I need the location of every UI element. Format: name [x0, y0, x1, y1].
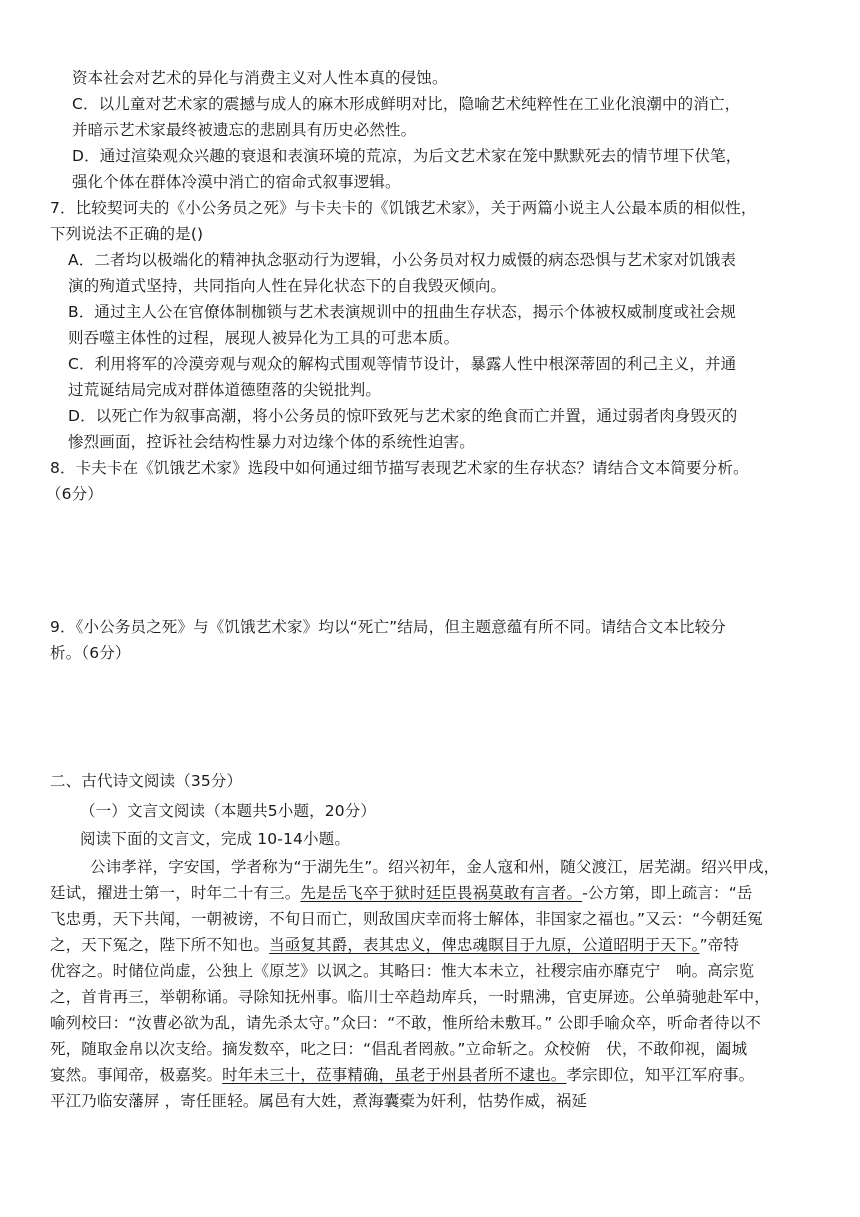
q7-stem-line1: 7．比较契诃夫的《小公务员之死》与卡夫卡的《饥饿艺术家》，关于两篇小说主人公最本质的相似性，: [50, 199, 757, 217]
q7-option-c-line2: 过荒诞结局完成对群体道德堕落的尖锐批判。: [68, 381, 382, 399]
q6-option-c-line2: 并暗示艺术家最终被遗忘的悲剧具有历史必然性。: [72, 121, 417, 139]
q8-line1: 8．卡夫卡在《饥饿艺术家》选段中如何通过细节描写表现艺术家的生存状态？请结合文本简要分析。: [50, 459, 749, 477]
q6-option-d-line2: 强化个体在群体冷漠中消亡的宿命式叙事逻辑。: [72, 173, 401, 191]
q9-line2: 析。（6分）: [50, 644, 131, 662]
passage-line-8: 死，随取金帛以次支给。摘发数卒，叱之曰：“倡乱者罔赦。”立命斩之。众校俯 伏，不敢仰视，阖城: [50, 1040, 748, 1058]
q6-option-c-line1: C．以儿童对艺术家的震撼与成人的麻木形成鲜明对比，隐喻艺术纯粹性在工业化浪潮中的消亡，: [72, 95, 741, 113]
q9-line1: 9．《小公务员之死》与《饥饿艺术家》均以“死亡”结局，但主题意蕴有所不同。请结合文本比较分: [50, 618, 726, 636]
q7-option-d-line2: 惨烈画面，控诉社会结构性暴力对边缘个体的系统性迫害。: [68, 433, 475, 451]
q8-line2: （6分）: [46, 485, 103, 503]
section2-instruction: 阅读下面的文言文，完成 10-14小题。: [80, 830, 350, 848]
q7-option-b-line1: B．通过主人公在官僚体制枷锁与艺术表演规训中的扭曲生存状态，揭示个体被权威制度或社会规: [68, 303, 737, 321]
underlined-sentence-2: 当亟复其爵，表其忠义，俾忠魂瞑目于九原，公道昭明于天下。: [269, 936, 700, 954]
q7-option-c-line1: C．利用将军的冷漠旁观与观众的解构式围观等情节设计，暴露人性中根深蒂固的利己主义，并通: [68, 355, 737, 373]
underlined-sentence-1: 先是岳飞卒于狱时廷臣畏祸莫敢有言者。: [300, 884, 583, 902]
q7-option-a-line1: A．二者均以极端化的精神执念驱动行为逻辑，小公务员对权力威慑的病态恐惧与艺术家对饥饿表: [68, 251, 737, 269]
passage-line-4: 之，天下冤之，陛下所不知也。当亟复其爵，表其忠义，俾忠魂瞑目于九原，公道昭明于天下。”帝特: [50, 936, 740, 954]
q6-option-d-line1: D．通过渲染观众兴趣的衰退和表演环境的荒凉，为后文艺术家在笼中默默死去的情节埋下伏笔，: [72, 147, 742, 165]
passage-line-3: 飞忠勇，天下共闻，一朝被谤，不旬日而亡，则敌国庆幸而将士解体，非国家之福也。”又云：“今朝廷冤: [50, 910, 763, 928]
q7-stem-line2: 下列说法不正确的是(): [50, 225, 204, 243]
section2-subheading: （一）文言文阅读（本题共5小题，20分）: [80, 802, 377, 820]
passage-line-9: 宴然。事闻帝，极嘉奖。时年未三十，莅事精确，虽老于州县者所不逮也。孝宗即位，知平江军府事。: [50, 1066, 755, 1084]
q7-option-a-line2: 演的殉道式坚持，共同指向人性在异化状态下的自我毁灭倾向。: [68, 277, 507, 295]
q6-option-b-tail: 资本社会对艺术的异化与消费主义对人性本真的侵蚀。: [72, 69, 448, 87]
passage-line-5: 优容之。时储位尚虚，公独上《原芝》以讽之。其略曰：惟大本未立，社稷宗庙亦靡克宁 响。高宗览: [50, 962, 755, 980]
q7-option-b-line2: 则吞噬主体性的过程，展现人被异化为工具的可悲本质。: [68, 329, 460, 347]
passage-line-2: 廷试，擢进士第一，时年二十有三。先是岳飞卒于狱时廷臣畏祸莫敢有言者。-公方第，即上疏言：“岳: [50, 884, 753, 902]
section2-heading: 二、古代诗文阅读（35分）: [50, 772, 243, 790]
underlined-sentence-3: 时年未三十，莅事精确，虽老于州县者所不逮也。: [222, 1066, 567, 1084]
passage-line-7: 喻列校曰：“汝曹必欲为乱，请先杀太守。”众曰：“不敢，惟所给未敷耳。” 公即手喻众卒，听命者待以不: [50, 1014, 761, 1032]
passage-line-1: 公讳孝祥，字安国，学者称为“于湖先生”。绍兴初年，金人寇和州，随父渡江，居芜湖。绍兴甲戌，: [90, 858, 780, 876]
passage-line-6: 之，首肯再三，举朝称诵。寻除知抚州事。临川士卒趋劫库兵，一时鼎沸，官吏屏迹。公单骑驰赴军中，: [50, 988, 770, 1006]
q7-option-d-line1: D．以死亡作为叙事高潮，将小公务员的惊吓致死与艺术家的绝食而亡并置，通过弱者肉身毁灭的: [68, 407, 738, 425]
passage-line-10: 平江乃临安藩屏 ，寄任匪轻。属邑有大姓，煮海囊橐为奸利，怙势作威，祸延: [50, 1092, 588, 1110]
